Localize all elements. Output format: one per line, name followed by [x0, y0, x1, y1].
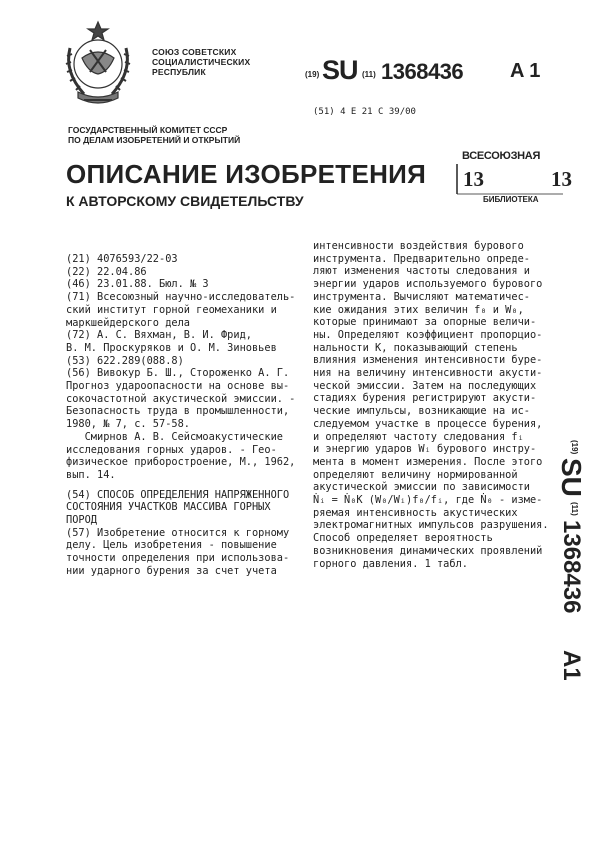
text-line: интенсивности воздействия бурового [313, 240, 524, 252]
text-line: определяют величину нормированной [313, 468, 518, 481]
text-line: Способ определяет вероятность [313, 532, 493, 545]
stamp-line-3: БИБЛИОТЕКА [483, 195, 539, 204]
text-line: инструмента. Предварительно опреде- [313, 252, 530, 265]
text-line: (22) 22.04.86 [66, 265, 147, 278]
kind-code: A 1 [510, 60, 541, 82]
text-line: Смирнов А. В. Сейсмоакустические [66, 430, 283, 443]
text-line: (46) 23.01.88. Бюл. № 3 [66, 278, 209, 291]
text-line: ряемая интенсивность акустических [313, 506, 518, 519]
vertical-patent-number: 1368436 [558, 520, 585, 614]
right-column [313, 240, 558, 570]
ussr-emblem [60, 18, 136, 108]
text-line: стадиях бурения регистрируют акусти- [313, 392, 537, 405]
vertical-country-code: SU [556, 458, 587, 497]
text-line: (54) СПОСОБ ОПРЕДЕЛЕНИЯ НАПРЯЖЕННОГО [66, 488, 290, 501]
text-line: (56) Вивокур Б. Ш., Стороженко А. Г. [66, 367, 290, 380]
text-line: (72) А. С. Вяхман, В. И. Фрид, [66, 329, 252, 342]
text-line: нии ударного бурения за счет учета [66, 564, 277, 577]
text-line: Безопасность труда в промышленности, [66, 405, 290, 418]
country-line: СОЮЗ СОВЕТСКИХ [152, 47, 237, 57]
country-name [152, 47, 250, 77]
ussr-emblem-icon [60, 18, 136, 108]
text-line: 1980, № 7, с. 57-58. [66, 418, 190, 431]
left-column [66, 253, 298, 578]
text-line: (57) Изобретение относится к горному [66, 526, 290, 539]
code-19: (19) [305, 70, 320, 79]
text-line: возникновения динамических проявлений [313, 544, 543, 557]
text-line: кие ожидания этих величин f₀ и W₀, [313, 303, 524, 316]
vertical-code-19: (19) [570, 440, 579, 455]
text-line: ческой эмиссии. Затем на последующих [313, 379, 537, 392]
text-line: мента в момент измерения. После этого [313, 455, 543, 468]
text-line: СОСТОЯНИЯ УЧАСТКОВ МАССИВА ГОРНЫХ [66, 501, 271, 514]
text-line: нальности K, показывающий степень [313, 341, 518, 354]
text-line: (71) Всесоюзный научно-исследователь- [66, 291, 296, 304]
text-line: ПОРОД [66, 514, 97, 527]
text-line: следуемом участке в процессе бурения, [313, 417, 543, 430]
committee-line: ГОСУДАРСТВЕННЫЙ КОМИТЕТ СССР [68, 125, 228, 135]
patent-number: 1368436 [381, 59, 464, 84]
stamp-number-right: 13 [551, 167, 572, 191]
text-line: горного давления. 1 табл. [313, 557, 468, 570]
text-line: электромагнитных импульсов разрушения. [313, 519, 549, 532]
country-line: РЕСПУБЛИК [152, 67, 206, 77]
text-line: влияния изменения интенсивности буре- [313, 354, 543, 367]
text-line: (53) 622.289(088.8) [66, 354, 184, 367]
vertical-patent-stamp [530, 440, 590, 710]
text-line: В. М. Проскуряков и О. М. Зиновьев [66, 341, 277, 354]
text-line: которые принимают за опорные величи- [313, 316, 537, 329]
text-line: делу. Цель изобретения - повышение [66, 539, 277, 552]
document-title: ОПИСАНИЕ ИЗОБРЕТЕНИЯ [66, 159, 427, 189]
country-line: СОЦИАЛИСТИЧЕСКИХ [152, 57, 251, 67]
text-line: ский институт горной геомеханики и [66, 303, 277, 316]
committee-line: ПО ДЕЛАМ ИЗОБРЕТЕНИЙ И ОТКРЫТИЙ [68, 135, 241, 145]
text-line: ческие импульсы, возникающие на ис- [313, 405, 530, 418]
vertical-stamp-svg [530, 440, 590, 710]
text-line: акустической эмиссии по зависимости [313, 481, 530, 494]
text-line: (21) 4076593/22-03 [66, 253, 178, 265]
patent-number-line [305, 55, 565, 86]
text-line: энергии ударов используемого бурового [313, 278, 543, 291]
text-line: физическое приборостроение, М., 1962, [66, 456, 296, 469]
vertical-code-11: (11) [570, 502, 579, 516]
text-line: ляют изменения частоты следования и [313, 265, 530, 278]
country-code: SU [322, 55, 358, 85]
ipc-classification: (51) 4 E 21 C 39/00 [313, 107, 416, 117]
text-line: Прогноз удароопасности на основе вы- [66, 380, 290, 393]
committee-name [68, 125, 240, 145]
text-line: сокочастотной акустической эмиссии. - [66, 392, 296, 405]
stamp-line-1: ВСЕСОЮЗНАЯ [462, 150, 541, 162]
stamp-number-left: 13 [463, 167, 484, 191]
text-line: исследования горных ударов. - Гео- [66, 443, 277, 456]
formula-line: Ṅᵢ = Ṅ₀K (W₀/Wᵢ)f₀/fᵢ, где Ṅ₀ - изме- [313, 494, 543, 507]
paragraph-gap [66, 482, 298, 489]
text-line: точности определения при использова- [66, 552, 290, 565]
text-line: вып. 14. [66, 468, 116, 481]
code-11: (11) [362, 70, 376, 79]
text-line: инструмента. Вычисляют математичес- [313, 290, 530, 303]
text-line: и энергию ударов Wᵢ бурового инстру- [313, 443, 537, 456]
document-subtitle: К АВТОРСКОМУ СВИДЕТЕЛЬСТВУ [66, 193, 304, 209]
text-line: маркшейдерского дела [66, 316, 190, 329]
vertical-kind-code: A1 [558, 650, 585, 681]
library-stamp [455, 150, 572, 205]
text-line: и определяют частоту следования fᵢ [313, 430, 524, 443]
text-line: ны. Определяют коэффициент пропорцио- [313, 328, 543, 341]
text-line: ния на величину интенсивности акусти- [313, 367, 543, 380]
